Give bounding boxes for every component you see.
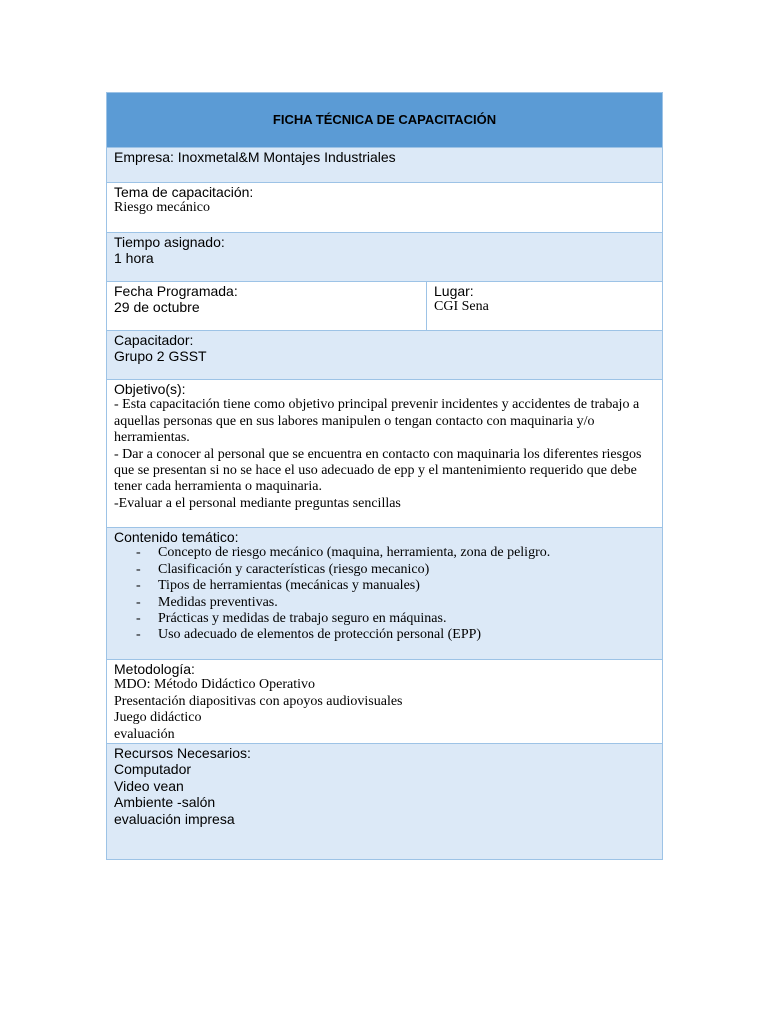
contenido-row xyxy=(107,528,663,660)
recursos-label: Recursos Necesarios: xyxy=(114,745,251,762)
recursos-item: Computador xyxy=(114,761,192,778)
recursos-item: Ambiente -salón xyxy=(114,794,216,811)
tema-label: Tema de capacitación: xyxy=(114,184,254,200)
objetivo-item: -Evaluar a el personal mediante preguntas sencillas xyxy=(114,495,401,511)
tiempo-row xyxy=(107,233,663,282)
objetivo-item: - Esta capacitación tiene como objetivo principal prevenir incidentes y accidentes de trabajo a aquellas personas que en sus labores manipulen o tengan contacto con maquinaria y/o herramientas. xyxy=(114,397,640,446)
empresa-text: Empresa: Inoxmetal&M Montajes Industriales xyxy=(114,149,396,165)
tiempo-value: 1 hora xyxy=(114,250,154,267)
capacitador-value: Grupo 2 GSST xyxy=(114,348,207,365)
recursos-row xyxy=(107,744,663,860)
objetivo-item: - Dar a conocer al personal que se encuentra en contacto con maquinaria los diferentes riesgos que se presentan si no se hace el uso adecuado de epp y el mantenimiento requerido que debe tener cada herramienta o maquinaria. xyxy=(114,446,642,495)
tema-value: Riesgo mecánico xyxy=(114,200,211,216)
metodologia-label: Metodología: xyxy=(114,661,195,677)
contenido-item: - Medidas preventivas. xyxy=(136,594,278,610)
capacitador-row xyxy=(107,331,663,380)
metodologia-item: evaluación xyxy=(114,726,175,742)
contenido-item: - Prácticas y medidas de trabajo seguro en máquinas. xyxy=(136,611,447,627)
contenido-item: - Clasificación y características (riesgo mecanico) xyxy=(136,561,430,577)
header-row xyxy=(107,93,663,148)
metodologia-item: Juego didáctico xyxy=(114,710,202,726)
fecha-label: Fecha Programada: xyxy=(114,283,238,299)
metodologia-item: MDO: Método Didáctico Operativo xyxy=(114,677,316,693)
capacitador-label: Capacitador: xyxy=(114,332,194,348)
recursos-item: Video vean xyxy=(114,777,184,794)
fecha-cell xyxy=(107,282,427,331)
fecha-value: 29 de octubre xyxy=(114,299,200,316)
contenido-item: - Uso adecuado de elementos de protección personal (EPP) xyxy=(136,627,482,643)
lugar-label: Lugar: xyxy=(434,283,474,299)
metodologia-item: Presentación diapositivas con apoyos audiovisuales xyxy=(114,693,403,709)
metodologia-row xyxy=(107,660,663,744)
contenido-item: - Concepto de riesgo mecánico (maquina, herramienta, zona de peligro. xyxy=(136,545,551,561)
contenido-label: Contenido temático: xyxy=(114,529,239,545)
sheet-title: FICHA TÉCNICA DE CAPACITACIÓN xyxy=(107,93,663,148)
training-sheet-table xyxy=(106,92,663,860)
objetivos-label: Objetivo(s): xyxy=(114,381,186,397)
tiempo-label: Tiempo asignado: xyxy=(114,234,225,250)
fecha-lugar-row xyxy=(107,282,663,331)
objetivos-row xyxy=(107,380,663,528)
lugar-value: CGI Sena xyxy=(434,299,489,315)
lugar-cell xyxy=(427,282,663,331)
empresa-row xyxy=(107,148,663,183)
contenido-item: - Tipos de herramientas (mecánicas y manuales) xyxy=(136,578,420,594)
recursos-item: evaluación impresa xyxy=(114,810,235,827)
tema-row xyxy=(107,183,663,233)
